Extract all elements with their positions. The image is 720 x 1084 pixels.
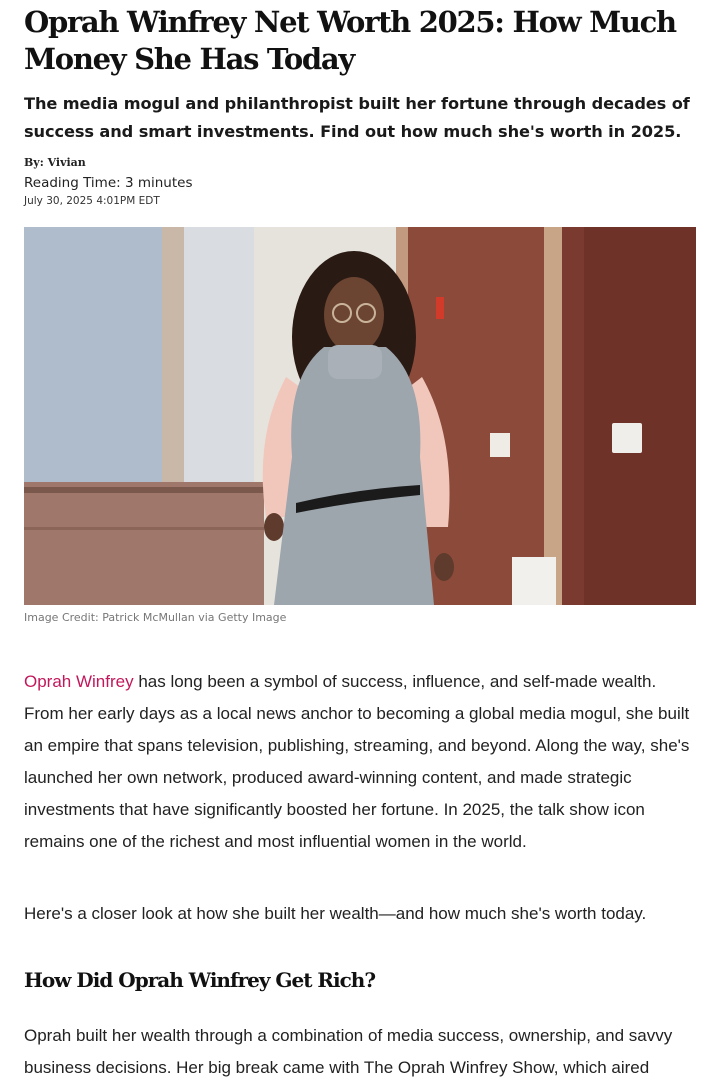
author-byline[interactable]: By: Vivian [24, 156, 86, 169]
article-title: Oprah Winfrey Net Worth 2025: How Much Money She Has Today [24, 5, 676, 76]
closer-look-paragraph: Here's a closer look at how she built her wealth—and how much she's worth today. [24, 904, 647, 923]
article [0, 4, 720, 1084]
hero-image [24, 227, 696, 605]
intro-paragraph [24, 666, 696, 858]
section-paragraph: Oprah built her wealth through a combination of media success, ownership, and savvy business decisions. Her big break came with The Oprah Winfrey Show, which aired [24, 1026, 673, 1077]
article-subtitle: The media mogul and philanthropist built her fortune through decades of success and smart investments. Find out how much she's worth in 2025. [24, 94, 690, 141]
oprah-winfrey-link[interactable]: Oprah Winfrey [24, 672, 134, 691]
publish-date: July 30, 2025 4:01PM EDT [24, 195, 160, 207]
intro-paragraph-text: has long been a symbol of success, influence, and self-made wealth. From her early days as a local news anchor to becoming a global media mogul, she built an empire that spans television, publishing, streaming, and beyond. Along the way, she's launched her own network, produced award-winning content, and made strategic investments that have significantly boosted her fortune. In 2025, the talk show icon remains one of the richest and most influential women in the world. [24, 672, 690, 851]
reading-time: Reading Time: 3 minutes [24, 175, 193, 191]
image-credit: Image Credit: Patrick McMullan via Getty Image [24, 611, 287, 624]
section-heading: How Did Oprah Winfrey Get Rich? [24, 968, 376, 992]
